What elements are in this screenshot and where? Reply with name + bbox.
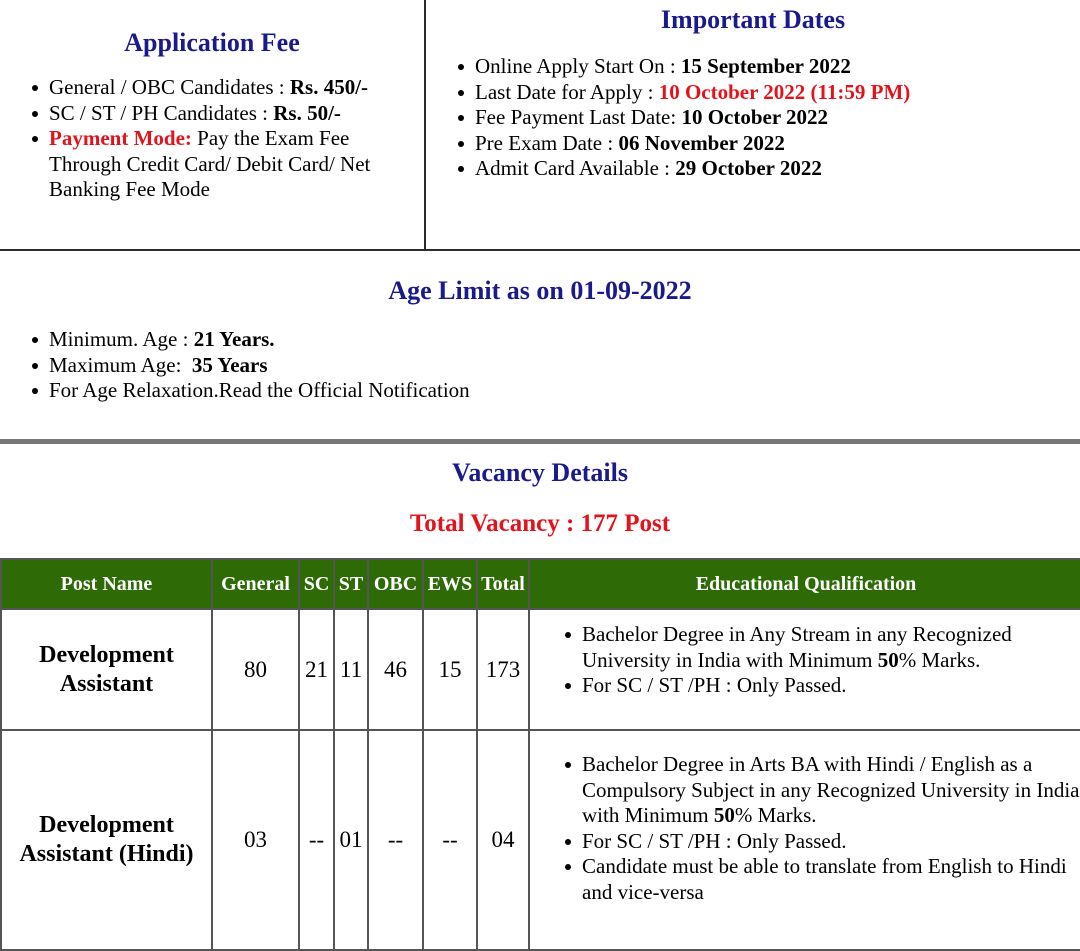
vacancy-details-title: Vacancy Details xyxy=(452,458,628,487)
header-obc: OBC xyxy=(368,559,423,609)
table-header-row xyxy=(1,559,1080,609)
payment-mode-text: Pay the Exam Fee Through Credit Card/ Debit Card/ Net Banking Fee Mode xyxy=(49,126,371,201)
count-general: 03 xyxy=(212,730,299,950)
total-vacancy: Total Vacancy : 177 Post xyxy=(409,510,671,537)
important-dates-section xyxy=(426,5,1080,182)
count-general: 80 xyxy=(212,609,299,730)
table-row xyxy=(1,609,1080,730)
count-ews: 15 xyxy=(423,609,477,730)
fee-item-payment-mode xyxy=(49,126,404,203)
count-obc: -- xyxy=(368,730,423,950)
qualification-item: Candidate must be able to translate from English to Hindi and vice-versa xyxy=(582,854,1080,905)
header-ews: EWS xyxy=(423,559,477,609)
qualification-cell xyxy=(529,609,1080,730)
header-sc: SC xyxy=(299,559,334,609)
divider-age-vacancy xyxy=(0,439,1080,444)
important-dates-list xyxy=(426,54,1080,182)
count-total: 173 xyxy=(477,609,529,730)
qualification-cell xyxy=(529,730,1080,950)
header-general: General xyxy=(212,559,299,609)
qualification-item: Bachelor Degree in Any Stream in any Recognized University in India with Minimum 50% Marks. xyxy=(582,622,1080,673)
application-fee-section xyxy=(0,28,424,203)
count-obc: 46 xyxy=(368,609,423,730)
count-ews: -- xyxy=(423,730,477,950)
fee-item-general: General / OBC Candidates : Rs. 450/- xyxy=(49,75,404,101)
qualification-list xyxy=(530,622,1080,699)
application-fee-title: Application Fee xyxy=(124,28,300,57)
header-post-name: Post Name xyxy=(1,559,212,609)
age-item-minimum: Minimum. Age : 21 Years. xyxy=(49,327,1080,353)
fee-item-sc: SC / ST / PH Candidates : Rs. 50/- xyxy=(49,101,404,127)
divider-fee-age xyxy=(0,249,1080,251)
post-name: Development Assistant xyxy=(1,609,212,730)
payment-mode-label: Payment Mode: xyxy=(49,126,192,150)
count-sc: -- xyxy=(299,730,334,950)
age-limit-list xyxy=(0,327,1080,404)
qualification-list xyxy=(530,752,1080,905)
age-item-relaxation: For Age Relaxation.Read the Official Notification xyxy=(49,378,1080,404)
date-item-apply-start: Online Apply Start On : 15 September 2022 xyxy=(475,54,1080,80)
header-st: ST xyxy=(334,559,368,609)
post-name: Development Assistant (Hindi) xyxy=(1,730,212,950)
date-item-fee-last: Fee Payment Last Date: 10 October 2022 xyxy=(475,105,1080,131)
table-row xyxy=(1,730,1080,950)
count-sc: 21 xyxy=(299,609,334,730)
qualification-item: Bachelor Degree in Arts BA with Hindi / English as a Compulsory Subject in any Recognized University in India with Minimum 50% Marks. xyxy=(582,752,1080,829)
qualification-item: For SC / ST /PH : Only Passed. xyxy=(582,829,1080,855)
header-total: Total xyxy=(477,559,529,609)
date-item-last-date: Last Date for Apply : 10 October 2022 (11:59 PM) xyxy=(475,80,1080,106)
count-st: 11 xyxy=(334,609,368,730)
date-item-admit-card: Admit Card Available : 29 October 2022 xyxy=(475,156,1080,182)
header-qualification: Educational Qualification xyxy=(529,559,1080,609)
application-fee-list xyxy=(0,75,424,203)
count-st: 01 xyxy=(334,730,368,950)
count-total: 04 xyxy=(477,730,529,950)
qualification-item: For SC / ST /PH : Only Passed. xyxy=(582,673,1080,699)
age-item-maximum: Maximum Age: 35 Years xyxy=(49,353,1080,379)
age-limit-section xyxy=(0,276,1080,404)
vacancy-table xyxy=(0,558,1080,951)
age-limit-title: Age Limit as on 01-09-2022 xyxy=(388,276,692,305)
important-dates-title: Important Dates xyxy=(660,5,846,34)
date-item-pre-exam: Pre Exam Date : 06 November 2022 xyxy=(475,131,1080,157)
